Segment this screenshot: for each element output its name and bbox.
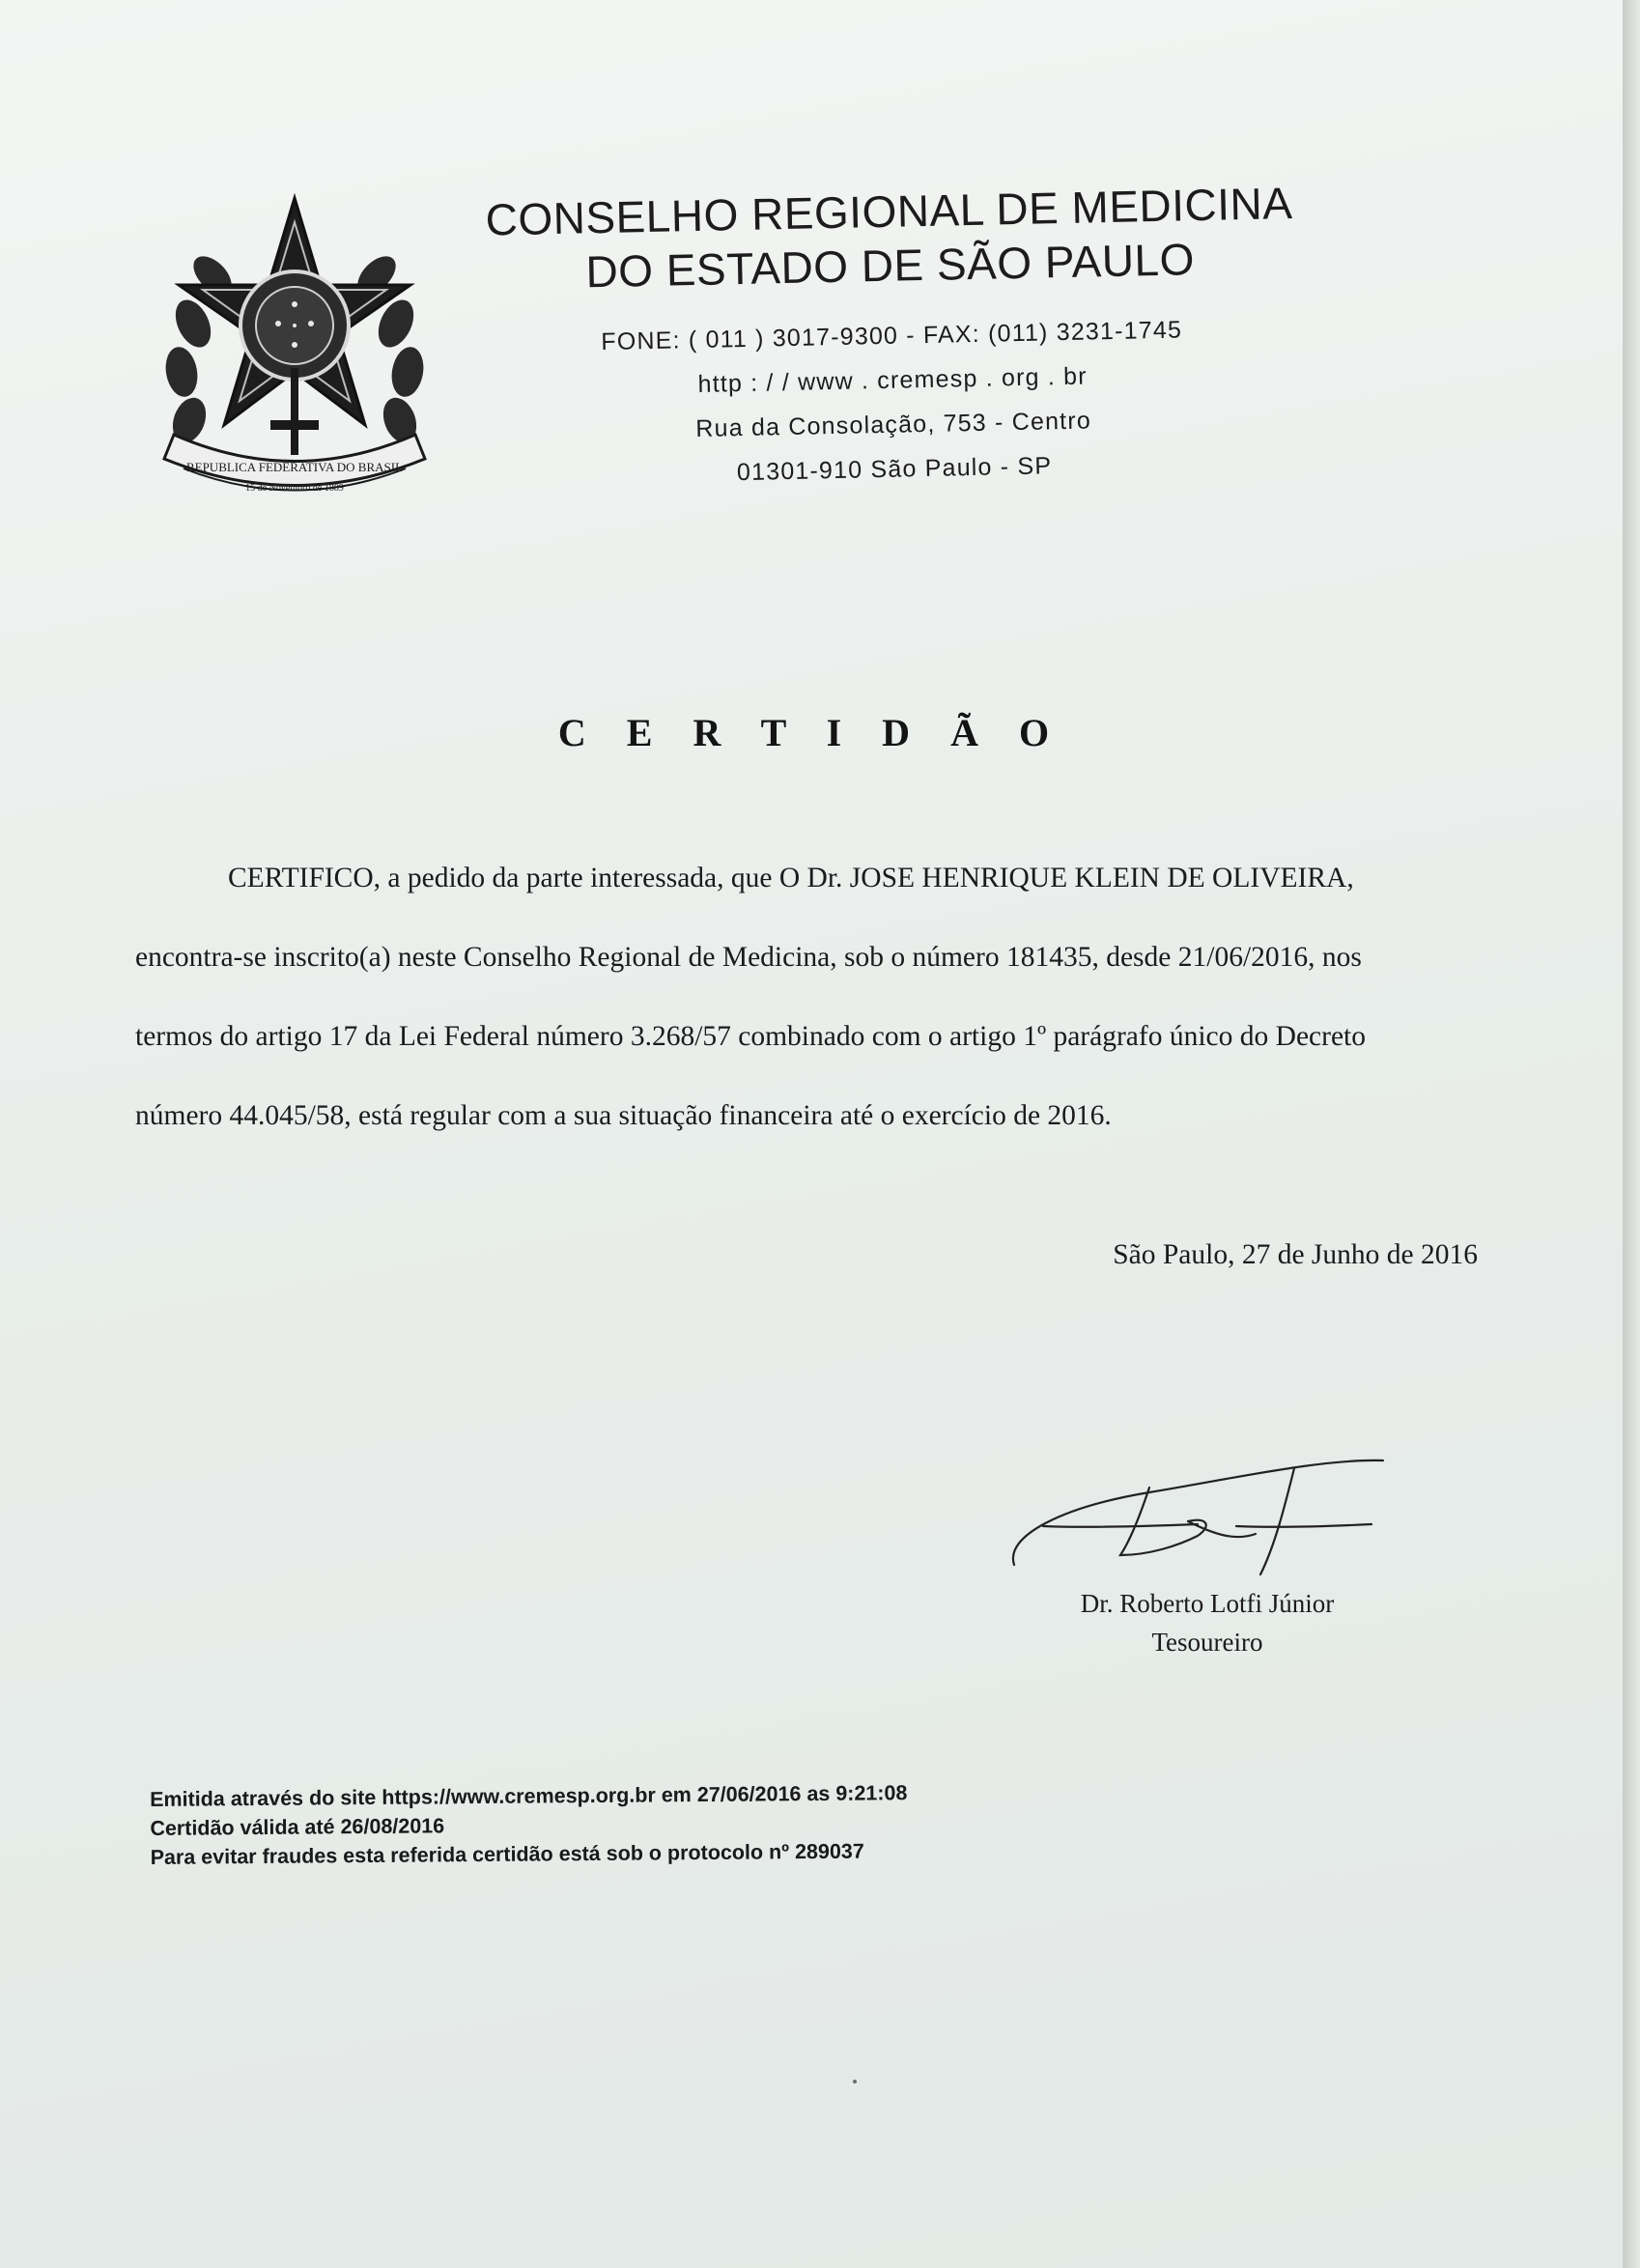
paper-edge <box>1623 0 1640 2268</box>
phone-fax: FONE: ( 011 ) 3017-9300 - FAX: (011) 3231-1745 <box>601 316 1183 356</box>
address: Rua da Consolação, 753 - Centro <box>695 407 1092 443</box>
footer-validity: Certidão válida até 26/08/2016 <box>150 1814 445 1840</box>
document-title: C E R T I D Ã O <box>557 711 1065 754</box>
certificate-body <box>135 838 1487 1155</box>
body-line: encontra-se inscrito(a) neste Conselho Regional de Medicina, sob o número 181435, desde 21/06/2016, nos <box>135 942 1362 973</box>
website: http : / / www . cremesp . org . br <box>697 362 1089 398</box>
signer-role: Tesoureiro <box>1151 1628 1263 1657</box>
footer-issued: Emitida através do site https://www.cremesp.org.br em 27/06/2016 as 9:21:08 <box>150 1781 908 1811</box>
signer-name: Dr. Roberto Lotfi Júnior <box>1080 1589 1335 1618</box>
handwritten-signature <box>1004 1449 1391 1584</box>
letterhead <box>464 176 1319 500</box>
seal-ribbon-text: REPUBLICA FEDERATIVA DO BRASIL <box>185 460 404 474</box>
paper-speck <box>853 2080 857 2084</box>
seal-date-text: 15 de Novembro de 1889 <box>245 483 344 494</box>
body-line: CERTIFICO, a pedido da parte interessada, que O Dr. JOSE HENRIQUE KLEIN DE OLIVEIRA, <box>228 863 1354 893</box>
contact-block <box>467 305 1320 500</box>
place-date: São Paulo, 27 de Junho de 2016 <box>1113 1239 1478 1270</box>
brazil-coat-of-arms-icon <box>155 179 435 497</box>
body-line: número 44.045/58, está regular com a sua situação financeira até o exercício de 2016. <box>135 1100 1112 1131</box>
org-name-line2: DO ESTADO DE SÃO PAULO <box>584 234 1196 298</box>
signer-block <box>1024 1584 1391 1661</box>
postal-code: 01301-910 São Paulo - SP <box>736 452 1053 487</box>
issuance-footer <box>150 1778 908 1872</box>
org-name-line1: CONSELHO REGIONAL DE MEDICINA <box>485 178 1293 245</box>
footer-protocol: Para evitar fraudes esta referida certidão está sob o protocolo nº 289037 <box>150 1839 864 1869</box>
body-line: termos do artigo 17 da Lei Federal número 3.268/57 combinado com o artigo 1º parágrafo único do Decreto <box>135 1021 1366 1052</box>
